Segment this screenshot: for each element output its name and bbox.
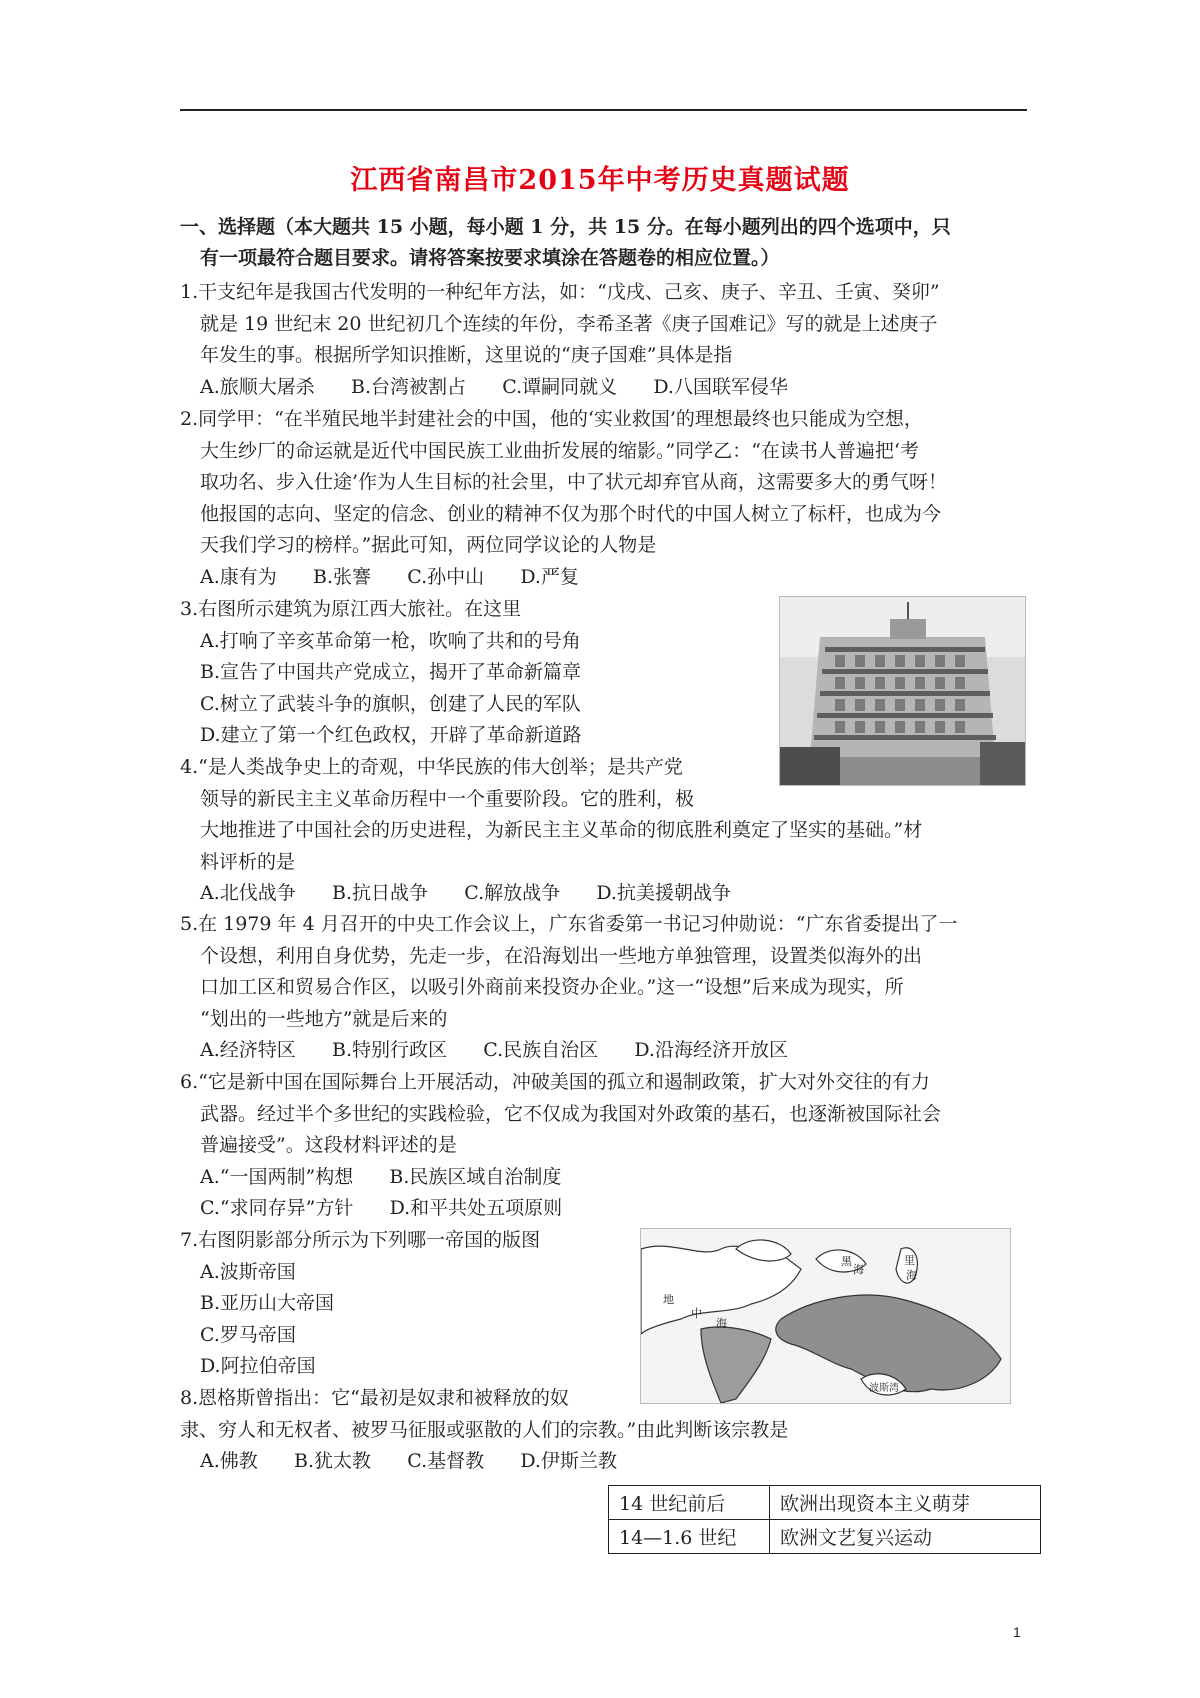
q6-line-3: 普遍接受”。这段材料评述的是 xyxy=(200,1134,457,1157)
q6-options-row-1: A.“一国两制”构想 B.民族区域自治制度 xyxy=(200,1165,562,1188)
question-1 xyxy=(180,277,940,403)
question-8 xyxy=(180,1383,788,1478)
question-4 xyxy=(180,752,922,910)
section-line-1: 一、选择题（本大题共 15 小题，每小题 1 分，共 15 分。在每小题列出的四个选项中，只 xyxy=(180,216,951,238)
q6-line-1: 6.“它是新中国在国际舞台上开展活动，冲破美国的孤立和遏制政策，扩大对外交往的有力 xyxy=(180,1071,930,1093)
timeline-table xyxy=(608,1485,1041,1554)
q3-stem: 3.右图所示建筑为原江西大旅社。在这里 xyxy=(180,598,522,620)
q6-options-row-2: C.“求同存异”方针 D.和平共处五项原则 xyxy=(200,1197,563,1220)
q4-line-4: 料评析的是 xyxy=(200,850,296,873)
question-3 xyxy=(180,594,582,752)
map-label-persian-gulf: 波斯湾 xyxy=(869,1383,899,1394)
question-5 xyxy=(180,909,957,1067)
table-row xyxy=(609,1520,1041,1554)
q5-line-4: “划出的一些地方”就是后来的 xyxy=(200,1007,448,1030)
q5-options: A.经济特区 B.特别行政区 C.民族自治区 D.沿海经济开放区 xyxy=(200,1039,788,1062)
q7-option-b: B.亚历山大帝国 xyxy=(200,1292,335,1315)
q7-option-c: C.罗马帝国 xyxy=(200,1323,296,1346)
q4-line-2: 领导的新民主主义革命历程中一个重要阶段。它的胜利，极 xyxy=(200,787,695,810)
q8-line-1: 8.恩格斯曾指出：它“最初是奴隶和被释放的奴 xyxy=(180,1387,569,1409)
q2-line-4: 他报国的志向、坚定的信念、创业的精神不仅为那个时代的中国人树立了标杆，也成为今 xyxy=(200,502,942,525)
q1-line-1: 1.干支纪年是我国古代发明的一种纪年方法，如：“戊戌、己亥、庚子、辛丑、壬寅、癸卯” xyxy=(180,281,940,303)
q8-line-2: 隶、穷人和无权者、被罗马征服或驱散的人们的宗教。”由此判断该宗教是 xyxy=(180,1418,789,1441)
table-cell: 欧洲文艺复兴运动 xyxy=(770,1520,1041,1554)
q2-line-3: 取功名、步入仕途’作为人生目标的社会里，中了状元却弃官从商，这需要多大的勇气呀！ xyxy=(200,471,948,494)
q2-line-5: 天我们学习的榜样。”据此可知，两位同学议论的人物是 xyxy=(200,534,657,557)
question-2 xyxy=(180,404,947,594)
map-label-med-3: 海 xyxy=(716,1317,727,1330)
map-label-med-2: 中 xyxy=(691,1307,702,1320)
q1-options: A.旅顺大屠杀 B.台湾被割占 C.谭嗣同就义 D.八国联军侵华 xyxy=(200,375,788,398)
question-6 xyxy=(180,1067,941,1225)
q5-line-3: 口加工区和贸易合作区，以吸引外商前来投资办企业。”这一“设想”后来成为现实，所 xyxy=(200,976,904,999)
q1-line-3: 年发生的事。根据所学知识推断，这里说的“庚子国难”具体是指 xyxy=(200,344,733,367)
table-cell: 14—1.6 世纪 xyxy=(609,1520,770,1554)
q3-option-a: A.打响了辛亥革命第一枪，吹响了共和的号角 xyxy=(200,629,581,652)
q3-option-b: B.宣告了中国共产党成立，揭开了革命新篇章 xyxy=(200,661,582,684)
q5-line-1: 5.在 1979 年 4 月召开的中央工作会议上，广东省委第一书记习仲勋说：“广东省委提出了一 xyxy=(180,913,958,935)
empire-map xyxy=(640,1228,1011,1404)
page-number: 1 xyxy=(1013,1624,1021,1640)
q7-option-d: D.阿拉伯帝国 xyxy=(200,1355,316,1378)
header-rule xyxy=(180,109,1027,111)
q2-line-1: 2.同学甲：“在半殖民地半封建社会的中国，他的‘实业救国’的理想最终也只能成为空想， xyxy=(180,408,923,430)
q4-line-3: 大地推进了中国社会的历史进程，为新民主主义革命的彻底胜利奠定了坚实的基础。”材 xyxy=(200,819,923,842)
map-label-med-1: 地 xyxy=(663,1293,674,1306)
q7-stem: 7.右图阴影部分所示为下列哪一帝国的版图 xyxy=(180,1229,541,1251)
map-label-black-2: 海 xyxy=(853,1263,864,1276)
section-line-2: 有一项最符合题目要求。请将答案按要求填涂在答题卷的相应位置。） xyxy=(200,247,780,269)
q2-line-2: 大生纱厂的命运就是近代中国民族工业曲折发展的缩影。”同学乙：“在读书人普遍把‘考 xyxy=(200,439,919,462)
q3-option-c: C.树立了武装斗争的旗帜，创建了人民的军队 xyxy=(200,692,581,715)
section-heading xyxy=(180,212,1030,274)
q8-options: A.佛教 B.犹太教 C.基督教 D.伊斯兰教 xyxy=(200,1450,617,1473)
table-cell: 14 世纪前后 xyxy=(609,1486,770,1520)
q1-line-2: 就是 19 世纪末 20 世纪初几个连续的年份，李希圣著《庚子国难记》写的就是上述庚子 xyxy=(200,312,938,335)
map-label-caspian-1: 里 xyxy=(904,1254,915,1267)
table-row xyxy=(609,1486,1041,1520)
q4-line-1: 4.“是人类战争史上的奇观，中华民族的伟大创举；是共产党 xyxy=(180,756,683,778)
q5-line-2: 个设想，利用自身优势，先走一步，在沿海划出一些地方单独管理，设置类似海外的出 xyxy=(200,944,923,967)
q4-options: A.北伐战争 B.抗日战争 C.解放战争 D.抗美援朝战争 xyxy=(200,882,731,905)
question-7 xyxy=(180,1225,540,1383)
q2-options: A.康有为 B.张謇 C.孙中山 D.严复 xyxy=(200,565,579,588)
q6-line-2: 武器。经过半个多世纪的实践检验，它不仅成为我国对外政策的基石，也逐渐被国际社会 xyxy=(200,1102,942,1125)
map-label-black-1: 黑 xyxy=(841,1255,852,1268)
table-cell: 欧洲出现资本主义萌芽 xyxy=(770,1486,1041,1520)
map-label-caspian-2: 海 xyxy=(906,1269,917,1282)
page-title: 江西省南昌市2015年中考历史真题试题 xyxy=(350,165,850,196)
map-image xyxy=(641,1229,1010,1403)
q3-option-d: D.建立了第一个红色政权，开辟了革命新道路 xyxy=(200,724,582,747)
q7-option-a: A.波斯帝国 xyxy=(200,1260,296,1283)
